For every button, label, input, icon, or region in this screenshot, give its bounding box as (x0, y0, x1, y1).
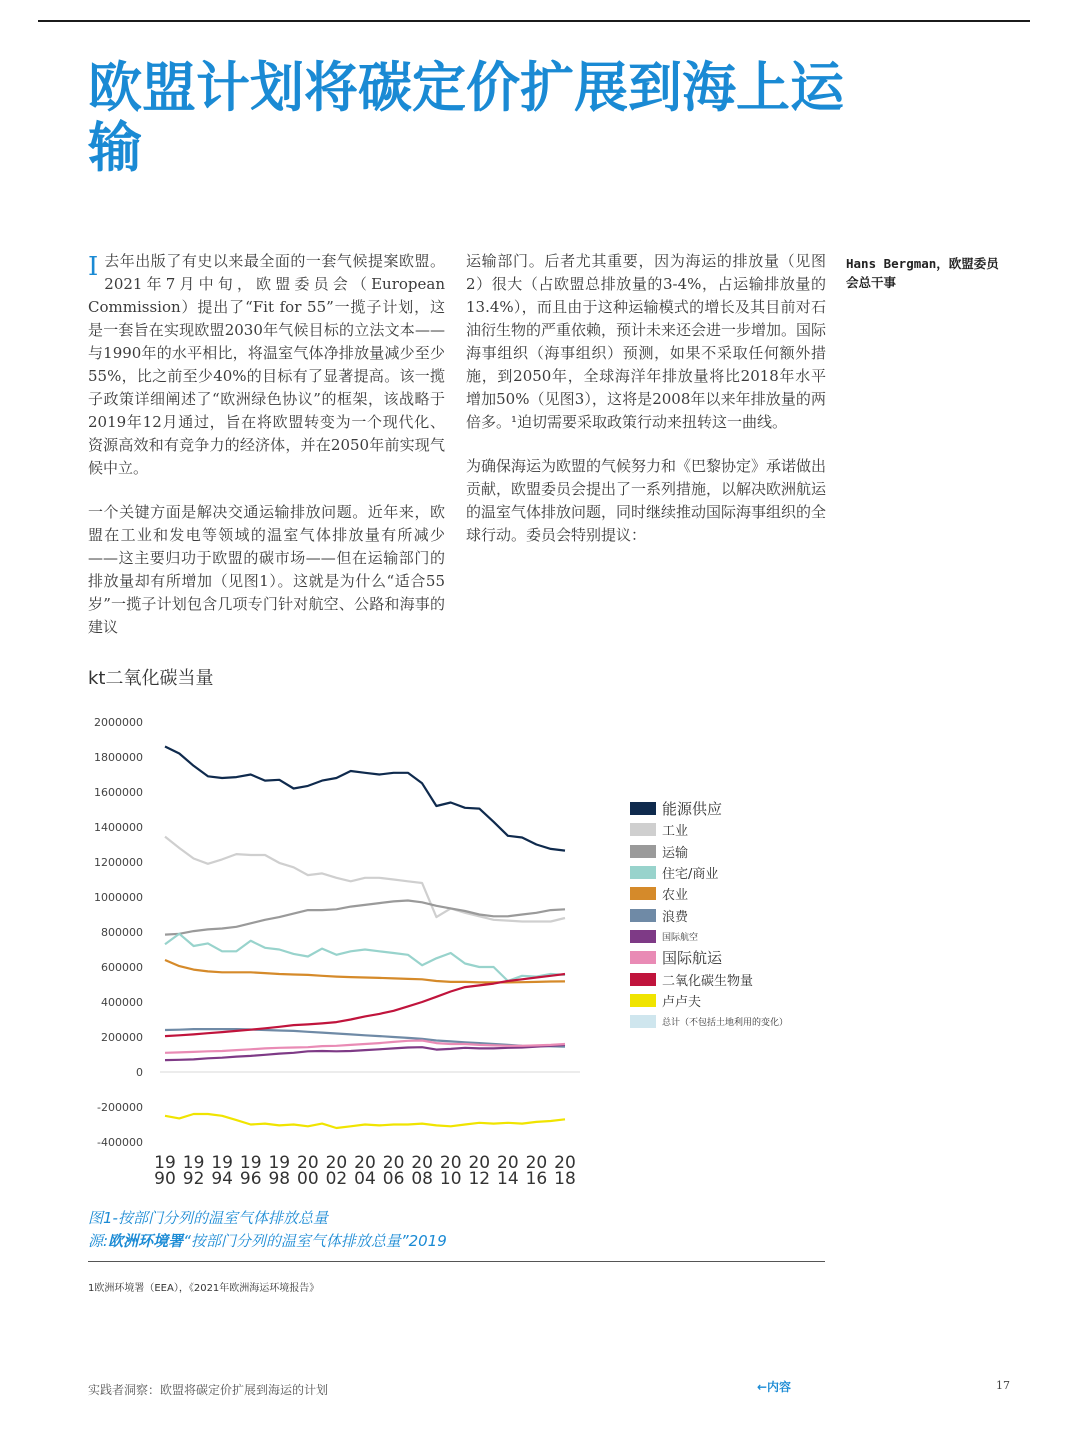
page-title: 欧盟计划将碳定价扩展到海上运输 (88, 56, 844, 179)
legend-swatch (630, 930, 656, 943)
x-tick-label: 20 (325, 1153, 348, 1173)
y-tick-label: -200000 (97, 1101, 143, 1114)
page-number: 17 (996, 1379, 1010, 1392)
y-tick-label: 600000 (101, 961, 143, 974)
x-tick-label: 04 (354, 1169, 376, 1189)
x-tick-label: 20 (382, 1153, 405, 1173)
legend-item (630, 862, 830, 883)
x-tick-label: 92 (182, 1169, 205, 1189)
x-tick-label: 20 (411, 1153, 433, 1173)
figure-caption (88, 1207, 447, 1253)
paragraph: 运输部门。后者尤其重要，因为海运的排放量（见图2）很大（占欧盟总排放量的3-4%，占运输排放量的13.4%），而且由于这种运输模式的增长及其目前对石油衍生物的严重依赖，预计未来还会进一步增加。国际海事组织（海事组织）预测，如果不采取任何额外措施，到2050年，全球海洋年排放量将比2018年水平增加50%（见图3），这将是2008年以来年排放量的两倍多。¹迫切需要采取政策行动来扭转这一曲线。 (466, 252, 827, 431)
legend-swatch (630, 994, 656, 1007)
x-tick-label: 20 (497, 1153, 519, 1173)
legend-label: 浪费 (662, 909, 689, 925)
legend-label: 运输 (662, 845, 689, 861)
legend-item (630, 968, 830, 989)
x-tick-label: 06 (382, 1169, 405, 1189)
legend-label: 总计（不包括土地利用的变化） (662, 1018, 789, 1029)
y-tick-label: 1600000 (94, 786, 143, 799)
x-tick-label: 14 (497, 1169, 519, 1189)
y-tick-label: 1400000 (94, 821, 143, 834)
x-tick-label: 19 (154, 1153, 176, 1173)
x-tick-label: 96 (239, 1169, 262, 1189)
legend-label: 卢卢夫 (662, 994, 702, 1010)
article-column-right (466, 250, 826, 568)
y-tick-label: 1200000 (94, 856, 143, 869)
legend-swatch (630, 845, 656, 858)
legend-label: 国际航空 (662, 932, 699, 943)
legend-label: 二氧化碳生物量 (662, 973, 754, 989)
paragraph-text: 去年出版了有史以来最全面的一套气候提案欧盟。2021年7月中旬，欧盟委员会（European Commission）提出了“Fit for 55”一揽子计划，这是一套旨在实现欧盟2030年气候目标的立法文本——与1990年的水平相比，将温室气体净排放量减少至少55%，比之前至少40%的目标有了显著提高。该一揽子政策详细阐述了“欧洲绿色协议”的框架，该战略于2019年12月通过，旨在将欧盟转变为一个现代化、资源高效和有竞争力的经济体，并在2050年前实现气候中立。 (88, 252, 445, 477)
author-title: 会总干事 (846, 275, 897, 290)
legend-item (630, 947, 830, 968)
series-line (165, 837, 565, 922)
series-line (165, 1114, 565, 1128)
x-tick-label: 19 (211, 1153, 233, 1173)
legend-item (630, 883, 830, 904)
x-tick-label: 20 (554, 1153, 576, 1173)
footnote: 1欧洲环境署（EEA），《2021年欧洲海运环境报告》 (88, 1283, 320, 1294)
x-tick-label: 19 (182, 1153, 205, 1173)
x-tick-label: 00 (297, 1169, 319, 1189)
legend-label: 住宅/商业 (662, 867, 719, 883)
footnote-divider (88, 1261, 825, 1262)
legend-swatch (630, 866, 656, 879)
legend-swatch (630, 802, 656, 815)
y-tick-label: 2000000 (94, 716, 143, 729)
x-tick-label: 18 (554, 1169, 576, 1189)
y-tick-label: 800000 (101, 926, 143, 939)
legend-label: 农业 (662, 888, 689, 904)
contents-link[interactable]: ←内容 (757, 1380, 792, 1394)
top-rule (38, 20, 1030, 22)
legend-item (630, 926, 830, 947)
author-name: Hans Bergman，欧盟委员 (846, 256, 999, 271)
figure-source (88, 1230, 447, 1253)
y-tick-label: 1000000 (94, 891, 143, 904)
legend-item (630, 990, 830, 1011)
legend-swatch (630, 973, 656, 986)
x-tick-label: 98 (268, 1169, 291, 1189)
article-column-left (88, 250, 445, 660)
x-tick-label: 90 (154, 1169, 176, 1189)
legend-label: 国际航运 (662, 949, 723, 968)
legend-item (630, 819, 830, 840)
source-title: “按部门分列的温室气体排放总量”2019 (183, 1232, 447, 1250)
legend-item (630, 904, 830, 925)
emissions-line-chart (0, 700, 600, 1200)
x-tick-label: 20 (525, 1153, 548, 1173)
y-tick-label: 400000 (101, 996, 143, 1009)
y-tick-label: 1800000 (94, 751, 143, 764)
x-tick-label: 20 (297, 1153, 319, 1173)
y-axis-unit-label: kt二氧化碳当量 (88, 668, 214, 689)
series-line (165, 901, 565, 935)
chart-legend (630, 798, 830, 1032)
legend-swatch (630, 887, 656, 900)
series-line (165, 747, 565, 851)
x-tick-label: 12 (468, 1169, 491, 1189)
x-tick-label: 10 (439, 1169, 462, 1189)
series-line (165, 1045, 565, 1060)
x-tick-label: 19 (268, 1153, 291, 1173)
x-tick-label: 20 (354, 1153, 376, 1173)
x-tick-label: 16 (525, 1169, 548, 1189)
source-org: 欧洲环境署 (108, 1232, 184, 1250)
legend-label: 能源供应 (662, 800, 723, 819)
paragraph (88, 250, 445, 480)
y-tick-label: 200000 (101, 1031, 143, 1044)
author-byline (846, 254, 1026, 292)
legend-swatch (630, 909, 656, 922)
legend-item (630, 1011, 830, 1032)
legend-swatch (630, 951, 656, 964)
y-tick-label: -400000 (97, 1136, 143, 1149)
x-tick-label: 94 (211, 1169, 233, 1189)
series-line (165, 934, 565, 981)
figure-title: 图1-按部门分列的温室气体排放总量 (88, 1209, 328, 1227)
paragraph: 一个关键方面是解决交通运输排放问题。近年来，欧盟在工业和发电等领域的温室气体排放量有所减少——这主要归功于欧盟的碳市场——但在运输部门的排放量却有所增加（见图1）。这就是为什么“适合55岁”一揽子计划包含几项专门针对航空、公路和海事的建议 (88, 503, 445, 636)
source-prefix: 源: (88, 1232, 109, 1250)
y-tick-label: 0 (136, 1066, 143, 1079)
legend-item (630, 841, 830, 862)
paragraph: 为确保海运为欧盟的气候努力和《巴黎协定》承诺做出贡献，欧盟委员会提出了一系列措施，以解决欧洲航运的温室气体排放问题，同时继续推动国际海事组织的全球行动。委员会特别提议： (466, 457, 827, 544)
legend-swatch (630, 1015, 656, 1028)
legend-item (630, 798, 830, 819)
footer-running-title: 实践者洞察：欧盟将碳定价扩展到海运的计划 (88, 1383, 329, 1397)
x-tick-label: 20 (468, 1153, 491, 1173)
drop-cap: I (88, 252, 99, 282)
legend-swatch (630, 823, 656, 836)
x-tick-label: 02 (325, 1169, 348, 1189)
x-tick-label: 20 (439, 1153, 462, 1173)
x-tick-label: 08 (411, 1169, 433, 1189)
x-tick-label: 19 (239, 1153, 262, 1173)
legend-label: 工业 (662, 824, 689, 840)
